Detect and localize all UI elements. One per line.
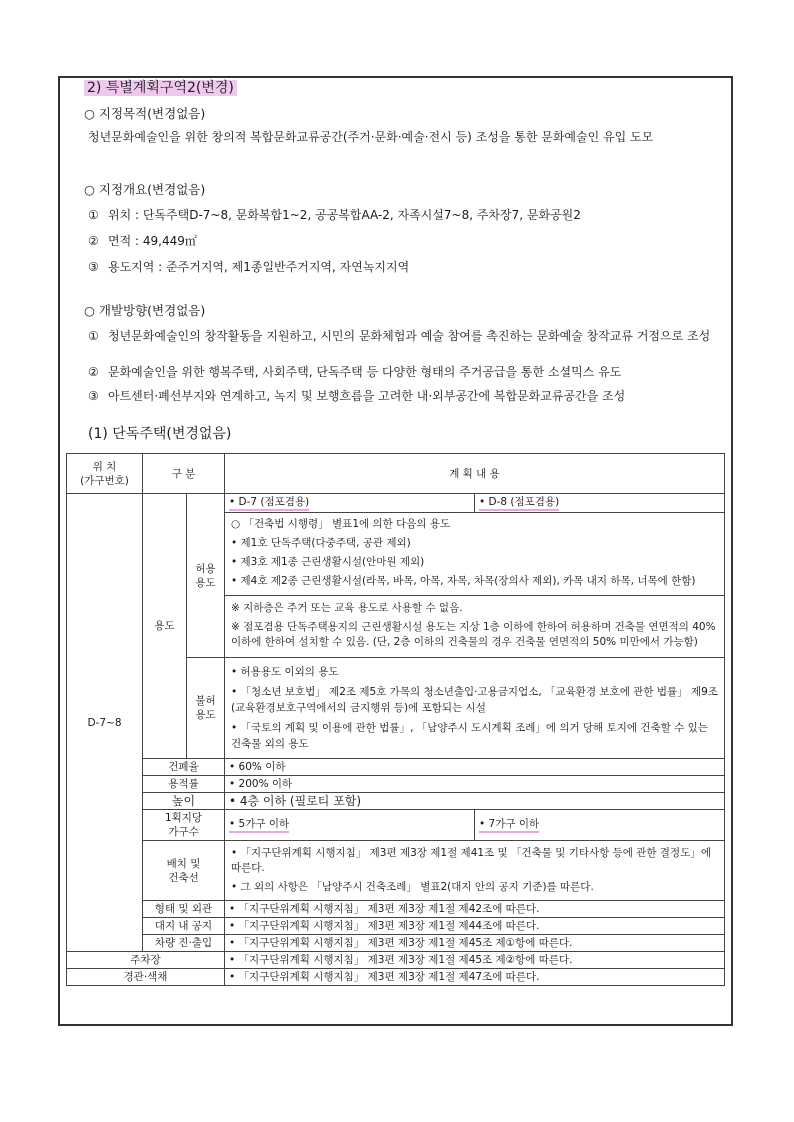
table-row [67, 810, 725, 841]
location-cell: D-7~8 [67, 494, 143, 952]
forbidden-line: • 「국토의 계획 및 이용에 관한 법률」, 「남양주시 도시계획 조례」에 의거 당해 토지에 건축할 수 있는 건축물 외의 용도 [231, 722, 708, 750]
overview-item: ② 면적 : 49,449㎡ [88, 234, 197, 248]
tail-value: • 「지구단위계획 시행지침」 제3편 제3장 제1절 제47조에 따른다. [225, 969, 725, 986]
forbidden-cell [225, 658, 725, 759]
allowed-cell [225, 494, 725, 596]
purpose-heading: ○ 지정목적(변경없음) [84, 106, 206, 121]
overview-item: ③ 용도지역 : 준주거지역, 제1종일반주거지역, 자연녹지지역 [88, 260, 410, 274]
tail-label: 경관·색채 [67, 969, 225, 986]
households-label: 1획지당 가구수 [143, 810, 225, 841]
use-label: 용도 [143, 494, 187, 759]
table-row [67, 841, 725, 901]
allowed-notes [225, 596, 725, 658]
height-label: 높이 [143, 793, 225, 810]
overview-heading: ○ 지정개요(변경없음) [84, 182, 206, 197]
tail-value: • 「지구단위계획 시행지침」 제3편 제3장 제1절 제45조 제①항에 따른다. [225, 935, 725, 952]
purpose-text: 청년문화예술인을 위한 창의적 복합문화교류공간(주거·문화·예술·전시 등) 조성을 통한 문화예술인 유입 도모 [88, 130, 654, 144]
table-row [67, 901, 725, 918]
layout-label: 배치 및 건축선 [143, 841, 225, 901]
direction-heading: ○ 개발방향(변경없음) [84, 303, 206, 318]
tail-label: 차량 진·출입 [143, 935, 225, 952]
coverage-label: 건폐율 [143, 759, 225, 776]
layout-line: • 「지구단위계획 시행지침」 제3편 제3장 제1절 제41조 및 「건축물 및 기타사항 등에 관한 결정도」에 따른다. [231, 847, 711, 874]
table-row [67, 494, 725, 596]
table-row [67, 935, 725, 952]
far-label: 용적률 [143, 776, 225, 793]
table-row [67, 759, 725, 776]
tail-value: • 「지구단위계획 시행지침」 제3편 제3장 제1절 제44조에 따른다. [225, 918, 725, 935]
households-d8: • 7가구 이하 [479, 817, 539, 833]
forbidden-line: • 「청소년 보호법」 제2조 제5호 가목의 청소년출입·고용금지업소, 「교육환경 보호에 관한 법률」 제9조 (교육환경보호구역에서의 금지행위 등)에 포함되는 시설 [231, 686, 718, 714]
tail-value: • 「지구단위계획 시행지침」 제3편 제3장 제1절 제45조 제②항에 따른다. [225, 952, 725, 969]
allowed-line: • 제3호 제1종 근린생활시설(안마원 제외) [231, 556, 425, 568]
tail-label: 주차장 [67, 952, 225, 969]
allowed-line: • 제1호 단독주택(다중주택, 공관 제외) [231, 537, 411, 549]
direction-item: ① 청년문화예술인의 창작활동을 지원하고, 시민의 문화체험과 예술 참여를 촉진하는 문화예술 창작교류 거점으로 조성 [88, 329, 711, 343]
far-value: • 200% 이하 [225, 776, 725, 793]
table-header-row [67, 454, 725, 494]
allowed-line: • 제4호 제2종 근린생활시설(라목, 바목, 아목, 자목, 차목(장의사 제외), 카목 내지 하목, 너목에 한함) [231, 575, 696, 587]
height-value: • 4층 이하 (필로티 포함) [225, 793, 725, 810]
allowed-line: ○ 「건축법 시행령」 별표1에 의한 다음의 용도 [231, 518, 451, 530]
d7-label: • D-7 (점포겸용) [229, 495, 309, 511]
header-category: 구 분 [143, 454, 225, 494]
table-row [67, 918, 725, 935]
forbidden-label: 불허 용도 [187, 658, 225, 759]
households-d8-cell [475, 810, 725, 841]
layout-line: • 그 외의 사항은 「남양주시 건축조례」 별표2(대지 안의 공지 기준)를 따른다. [231, 881, 594, 893]
note-line: ※ 지하층은 주거 또는 교육 용도로 사용할 수 없음. [231, 602, 463, 614]
header-location: 위 치 (가구번호) [67, 454, 143, 494]
table-row [67, 793, 725, 810]
table-row [67, 776, 725, 793]
subsection-title: (1) 단독주택(변경없음) [88, 426, 232, 442]
households-d7: • 5가구 이하 [229, 817, 289, 833]
table-row [67, 969, 725, 986]
plan-table [66, 453, 725, 986]
coverage-value: • 60% 이하 [225, 759, 725, 776]
note-line: ※ 점포겸용 단독주택용지의 근린생활시설 용도는 지상 1층 이하에 한하여 허용하며 건축물 연면적의 40% 이하에 한하여 설치할 수 있음. (단, 2층 이하의 건축물의 경우 건축물 연면적의 50% 미만에서 가능함) [231, 621, 716, 648]
direction-item: ③ 아트센터·폐선부지와 연계하고, 녹지 및 보행흐름을 고려한 내·외부공간에 복합문화교류공간을 조성 [88, 389, 626, 403]
d8-label: • D-8 (점포겸용) [479, 495, 559, 511]
table-row [67, 952, 725, 969]
forbidden-line: • 허용용도 이외의 용도 [231, 666, 339, 678]
tail-label: 형태 및 외관 [143, 901, 225, 918]
overview-item: ① 위치 : 단독주택D-7~8, 문화복합1~2, 공공복합AA-2, 자족시설7~8, 주차장7, 문화공원2 [88, 208, 581, 222]
direction-item: ② 문화예술인을 위한 행복주택, 사회주택, 단독주택 등 다양한 형태의 주거공급을 통한 소셜믹스 유도 [88, 365, 622, 379]
header-plan: 계 획 내 용 [225, 454, 725, 494]
section-title: 2) 특별계획구역2(변경) [84, 80, 237, 96]
allowed-label: 허용 용도 [187, 494, 225, 658]
households-d7-cell [225, 810, 475, 841]
tail-label: 대지 내 공지 [143, 918, 225, 935]
tail-value: • 「지구단위계획 시행지침」 제3편 제3장 제1절 제42조에 따른다. [225, 901, 725, 918]
layout-cell [225, 841, 725, 901]
